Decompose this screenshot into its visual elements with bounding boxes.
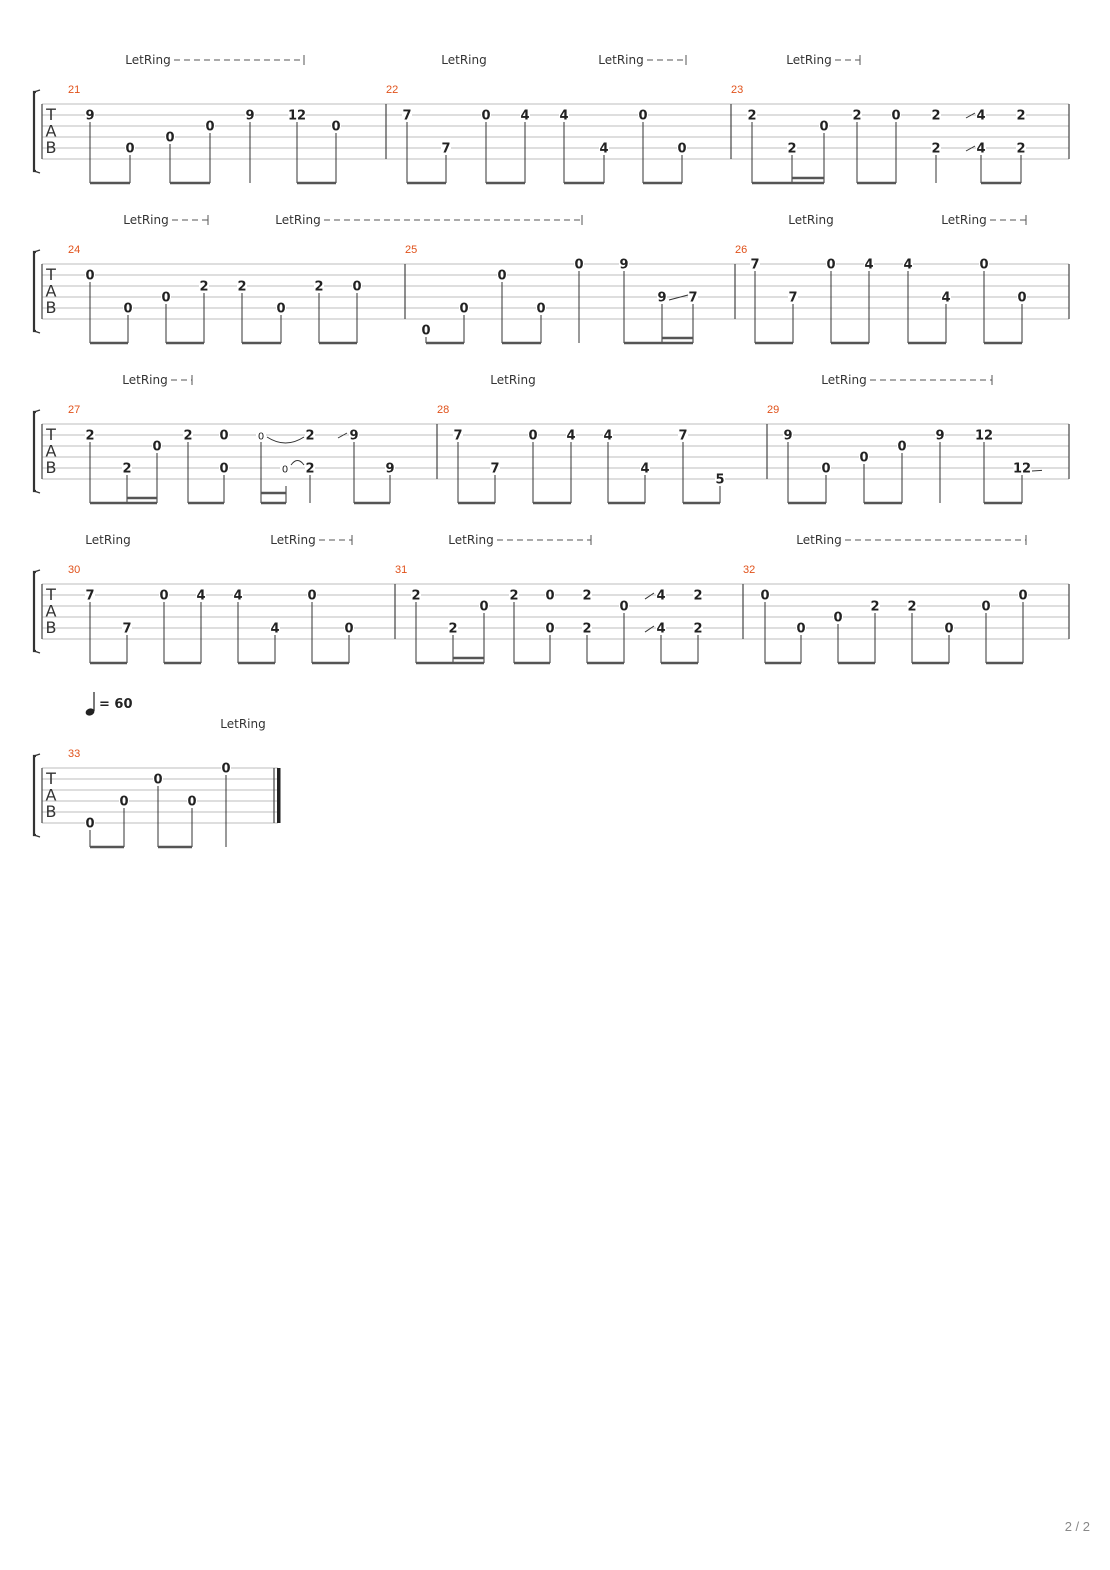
fret-number: 2: [931, 108, 941, 124]
fret-number: 4: [903, 257, 913, 273]
fret-number: 2: [693, 621, 703, 637]
fret-number: 4: [864, 257, 874, 273]
fret-number: 0: [897, 439, 907, 455]
let-ring-label: LetRing: [490, 373, 536, 387]
fret-number: 7: [453, 428, 463, 444]
fret-number: 0: [891, 108, 901, 124]
fret-number: 0: [528, 428, 538, 444]
fret-number: 12: [974, 428, 994, 444]
measure-number: 29: [767, 404, 780, 416]
fret-number: 0: [152, 439, 162, 455]
tab-clef-letter: B: [45, 138, 57, 157]
fret-number: 7: [788, 290, 798, 306]
let-ring-label: LetRing: [448, 533, 494, 547]
measure-number: 28: [437, 404, 450, 416]
fret-number: 0: [638, 108, 648, 124]
measure-number: 21: [68, 84, 81, 96]
measure: [68, 404, 395, 503]
fret-number: 4: [559, 108, 569, 124]
measure: [405, 244, 698, 343]
fret-number: 0: [459, 301, 469, 317]
fret-number: 7: [85, 588, 95, 604]
slide-mark: [645, 593, 654, 599]
measure-number: 27: [68, 404, 81, 416]
fret-number: 2: [870, 599, 880, 615]
let-ring-label: LetRing: [598, 53, 644, 67]
tab-clef-letter: A: [45, 121, 57, 141]
fret-number: 0: [123, 301, 133, 317]
tab-clef-letter: B: [45, 458, 57, 477]
fret-number: 2: [85, 428, 95, 444]
fret-number: 4: [941, 290, 951, 306]
measure: [743, 564, 1069, 663]
fret-number: 0: [219, 428, 229, 444]
let-ring-label: LetRing: [125, 53, 171, 67]
system-bracket: [34, 252, 36, 331]
final-barline-thick: [277, 768, 281, 823]
fret-number: 0: [481, 108, 491, 124]
measure: [68, 564, 354, 663]
fret-number: 2: [183, 428, 193, 444]
let-ring-label: LetRing: [788, 213, 834, 227]
page-number: 2 / 2: [1064, 1519, 1090, 1534]
fret-number: 2: [582, 588, 592, 604]
measure-number: 24: [68, 244, 81, 256]
fret-number: 2: [787, 141, 797, 157]
fret-number: 0: [981, 599, 991, 615]
fret-number: 0: [307, 588, 317, 604]
fret-number: 0: [796, 621, 806, 637]
fret-number: 2: [852, 108, 862, 124]
fret-number: 4: [196, 588, 206, 604]
fret-number: 12: [1012, 461, 1032, 477]
measure-number: 33: [68, 748, 81, 760]
fret-number: 0: [497, 268, 507, 284]
fret-number: 0: [331, 119, 341, 135]
slide-mark: [1032, 470, 1042, 471]
fret-number: 4: [520, 108, 530, 124]
let-ring-label: LetRing: [941, 213, 987, 227]
fret-number: 2: [305, 461, 315, 477]
fret-number: 7: [402, 108, 412, 124]
fret-number: 2: [509, 588, 519, 604]
tab-clef-letter: A: [45, 281, 57, 301]
fret-number: 0: [85, 268, 95, 284]
fret-number: 2: [907, 599, 917, 615]
fret-number: 0: [619, 599, 629, 615]
measure-number: 23: [731, 84, 744, 96]
fret-number: 0: [205, 119, 215, 135]
let-ring-label: LetRing: [122, 373, 168, 387]
fret-number: 9: [385, 461, 395, 477]
fret-number: 0: [187, 794, 197, 810]
fret-number: 0: [276, 301, 286, 317]
fret-number: 0: [1017, 290, 1027, 306]
fret-number: 0: [536, 301, 546, 317]
let-ring-label: LetRing: [441, 53, 487, 67]
let-ring-label: LetRing: [85, 533, 131, 547]
measure: [68, 748, 281, 847]
measure-number: 25: [405, 244, 418, 256]
fret-number: 4: [656, 621, 666, 637]
fret-number: 0: [826, 257, 836, 273]
fret-number: 0: [219, 461, 229, 477]
tab-clef-letter: B: [45, 298, 57, 317]
fret-number: 5: [715, 472, 725, 488]
slide-mark: [645, 626, 654, 632]
tie-mark: [291, 461, 304, 466]
let-ring-label: LetRing: [123, 213, 169, 227]
fret-number: 0: [545, 621, 555, 637]
let-ring-label: LetRing: [220, 717, 266, 731]
fret-number: 0: [979, 257, 989, 273]
fret-number: 0: [833, 610, 843, 626]
tab-clef-letter: T: [46, 105, 56, 124]
tab-clef-letter: A: [45, 601, 57, 621]
tie-mark: [267, 437, 304, 443]
fret-number: 9: [245, 108, 255, 124]
fret-number: 4: [640, 461, 650, 477]
measure-number: 26: [735, 244, 748, 256]
tab-clef-letter: B: [45, 618, 57, 637]
fret-number: 9: [349, 428, 359, 444]
fret-number: 0: [545, 588, 555, 604]
fret-number: 0: [1018, 588, 1028, 604]
fret-number: 0: [125, 141, 135, 157]
tab-clef-letter: B: [45, 802, 57, 821]
let-ring-label: LetRing: [270, 533, 316, 547]
fret-number: 4: [976, 108, 986, 124]
fret-number: 2: [693, 588, 703, 604]
fret-number: 0: [159, 588, 169, 604]
measure: [68, 244, 362, 343]
fret-number: 7: [441, 141, 451, 157]
fret-number: 0: [153, 772, 163, 788]
fret-number: 0: [821, 461, 831, 477]
fret-number: 0: [677, 141, 687, 157]
measure: [731, 84, 1069, 183]
tab-clef-letter: T: [46, 585, 56, 604]
measure: [68, 84, 341, 183]
tab-system: [34, 213, 1069, 343]
fret-number: 4: [976, 141, 986, 157]
fret-number: 0: [165, 130, 175, 146]
fret-number: 2: [448, 621, 458, 637]
measure: [767, 404, 1069, 503]
tab-system: [34, 53, 1069, 183]
system-bracket: [34, 756, 36, 835]
fret-number: 7: [490, 461, 500, 477]
fret-number: 9: [783, 428, 793, 444]
fret-number: 0: [221, 761, 231, 777]
measure: [395, 564, 703, 663]
measure: [437, 404, 725, 503]
fret-number: 2: [1016, 141, 1026, 157]
fret-number: 2: [314, 279, 324, 295]
fret-number: 2: [122, 461, 132, 477]
fret-number: 2: [931, 141, 941, 157]
tab-system: [34, 533, 1069, 663]
fret-number: 2: [237, 279, 247, 295]
measure-number: 32: [743, 564, 756, 576]
fret-number: 2: [582, 621, 592, 637]
system-bracket: [34, 572, 36, 651]
fret-number: 0: [944, 621, 954, 637]
fret-number: 0: [859, 450, 869, 466]
tab-clef-letter: T: [46, 265, 56, 284]
tab-clef-letter: A: [45, 785, 57, 805]
fret-number: 0: [344, 621, 354, 637]
fret-number: 12: [287, 108, 307, 124]
fret-number: 0: [352, 279, 362, 295]
fret-number: 2: [411, 588, 421, 604]
let-ring-label: LetRing: [796, 533, 842, 547]
fret-number: 4: [603, 428, 613, 444]
fret-number: 2: [305, 428, 315, 444]
fret-number: 2: [1016, 108, 1026, 124]
fret-number: 2: [747, 108, 757, 124]
fret-number: 7: [688, 290, 698, 306]
tab-system: [34, 373, 1069, 503]
tab-clef-letter: A: [45, 441, 57, 461]
fret-number: 7: [122, 621, 132, 637]
fret-number: 9: [619, 257, 629, 273]
fret-number: 4: [566, 428, 576, 444]
let-ring-label: LetRing: [821, 373, 867, 387]
fret-number: 4: [656, 588, 666, 604]
fret-number: 0: [281, 464, 289, 476]
measure-number: 31: [395, 564, 408, 576]
fret-number: 4: [599, 141, 609, 157]
fret-number: 7: [678, 428, 688, 444]
tab-clef-letter: T: [46, 769, 56, 788]
fret-number: 0: [119, 794, 129, 810]
measure-number: 22: [386, 84, 399, 96]
tab-system: [34, 692, 281, 847]
fret-number: 9: [85, 108, 95, 124]
fret-number: 0: [819, 119, 829, 135]
fret-number: 0: [760, 588, 770, 604]
measure: [735, 244, 1069, 343]
let-ring-label: LetRing: [275, 213, 321, 227]
fret-number: 2: [199, 279, 209, 295]
measure-number: 30: [68, 564, 81, 576]
let-ring-label: LetRing: [786, 53, 832, 67]
fret-number: 0: [479, 599, 489, 615]
system-bracket: [34, 92, 36, 171]
fret-number: 9: [657, 290, 667, 306]
fret-number: 9: [935, 428, 945, 444]
fret-number: 4: [270, 621, 280, 637]
fret-number: 0: [85, 816, 95, 832]
fret-number: 0: [574, 257, 584, 273]
fret-number: 0: [161, 290, 171, 306]
fret-number: 0: [421, 323, 431, 339]
fret-number: 4: [233, 588, 243, 604]
fret-number: 7: [750, 257, 760, 273]
measure: [386, 84, 687, 183]
system-bracket: [34, 412, 36, 491]
tempo-marking: = 60: [99, 697, 133, 712]
tab-clef-letter: T: [46, 425, 56, 444]
fret-number: 0: [257, 431, 265, 443]
